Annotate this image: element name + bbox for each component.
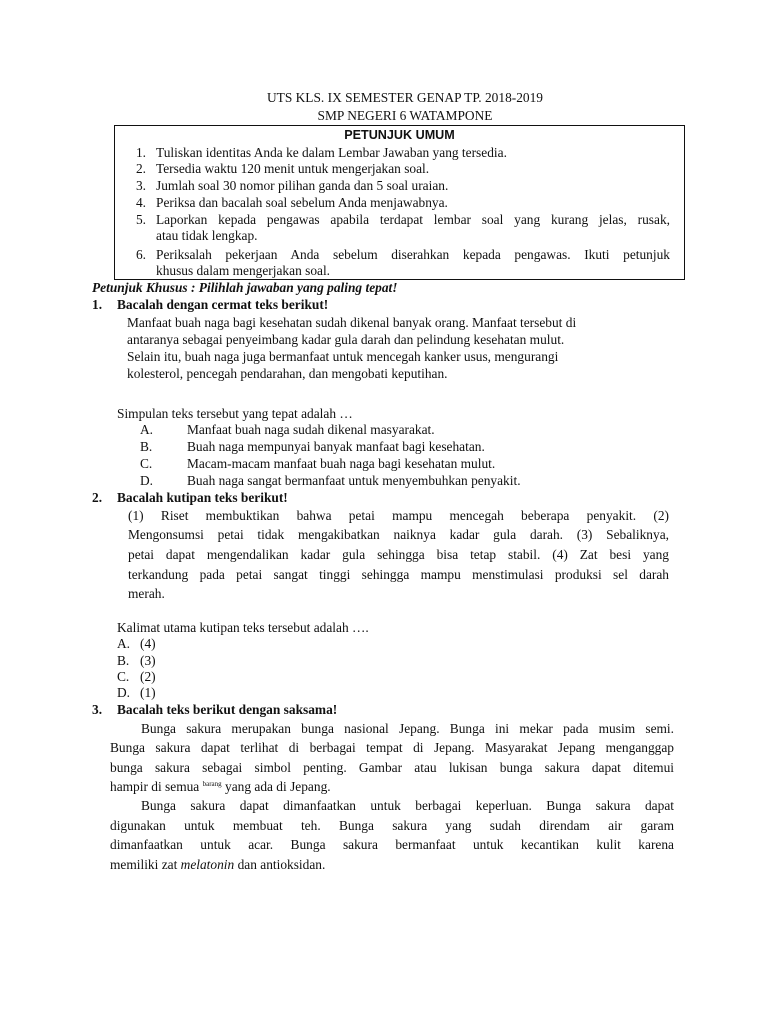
instruction-text: Jumlah soal 30 nomor pilihan ganda dan 5 soal uraian. [156,178,449,193]
passage-line: (1) Riset membuktikan bahwa petai mampu mencegah beberapa penyakit. (2) [128,508,669,523]
general-instructions-title: PETUNJUK UMUM [344,128,455,142]
passage-line [110,857,325,873]
instruction-text: atau tidak lengkap. [156,228,258,243]
option-text: Buah naga sangat bermanfaat untuk menyembuhkan penyakit. [187,473,521,488]
passage-text: hampir di semua [110,779,203,794]
option-text: Manfaat buah naga sudah dikenal masyarakat. [187,422,435,437]
passage-text: memiliki zat [110,857,181,872]
passage-line: Bunga sakura dapat terlihat di berbagai tempat di Jepang. Masyarakat Jepang menganggap [110,740,674,755]
school-name: SMP NEGERI 6 WATAMPONE [317,108,493,123]
passage-text: yang ada di Jepang. [221,779,331,794]
passage-line: terkandung pada petai sangat tinggi sehingga mampu menstimulasi produksi sel darah [128,567,669,582]
passage-line [110,779,331,795]
option-letter: C. [117,669,130,684]
question-number: 2. [92,490,103,505]
option-letter: D. [140,473,154,488]
passage-line: antaranya sebagai penyeimbang kadar gula darah dan pelindung kesehatan mulut. [127,332,565,347]
question-heading: Bacalah kutipan teks berikut! [117,490,288,505]
question-heading: Bacalah teks berikut dengan saksama! [117,702,338,717]
instruction-number: 3. [135,178,146,193]
instruction-text: Tersedia waktu 120 menit untuk mengerjakan soal. [156,161,430,176]
special-instructions: Petunjuk Khusus : Pilihlah jawaban yang paling tepat! [92,280,398,295]
option-letter: A. [140,422,154,437]
question-number: 3. [92,702,103,717]
option-letter: C. [140,456,153,471]
passage-line: Mengonsumsi petai tidak mengakibatkan naiknya kadar gula darah. (3) Sebaliknya, [128,527,669,542]
option-text: (1) [140,685,156,700]
instruction-text: Laporkan kepada pengawas apabila terdapat lembar soal yang kurang jelas, rusak, [156,212,670,227]
passage-line: Bunga sakura dapat dimanfaatkan untuk berbagai keperluan. Bunga sakura dapat [141,798,674,813]
instruction-text: Periksalah pekerjaan Anda sebelum diserahkan kepada pengawas. Ikuti petunjuk [156,247,670,262]
instruction-number: 1. [135,145,146,160]
passage-line: Bunga sakura merupakan bunga nasional Jepang. Bunga ini mekar pada musim semi. [141,721,674,736]
instruction-number: 4. [135,195,146,210]
option-letter: D. [117,685,131,700]
instruction-text: khusus dalam mengerjakan soal. [156,263,331,278]
question-heading: Bacalah dengan cermat teks berikut! [117,297,329,312]
instruction-text: Periksa dan bacalah soal sebelum Anda menjawabnya. [156,195,448,210]
question-number: 1. [92,297,103,312]
instruction-text: Tuliskan identitas Anda ke dalam Lembar Jawaban yang tersedia. [156,145,507,160]
passage-line: bunga sakura sebagai simbol penting. Gambar atau lukisan bunga sakura dapat ditemui [110,760,674,775]
instruction-number: 6. [135,247,146,262]
option-text: Buah naga mempunyai banyak manfaat bagi kesehatan. [187,439,485,454]
passage-line: petai dapat mengendalikan kadar gula sehingga bisa tetap stabil. (4) Zat besi yang [128,547,669,562]
option-text: (4) [140,636,156,651]
instruction-number: 5. [135,212,146,227]
instruction-number: 2. [135,161,146,176]
passage-line: dimanfaatkan untuk acar. Bunga sakura bermanfaat untuk kecantikan kulit karena [110,837,674,852]
option-letter: A. [117,636,131,651]
question-text: Simpulan teks tersebut yang tepat adalah … [117,406,353,421]
passage-line: digunakan untuk membuat teh. Bunga sakura yang sudah direndam air garam [110,818,674,833]
option-text: (3) [140,653,156,668]
exam-title: UTS KLS. IX SEMESTER GENAP TP. 2018-2019 [266,90,544,105]
option-text: Macam-macam manfaat buah naga bagi kesehatan mulut. [187,456,496,471]
superscript-note: barang [202,780,222,788]
passage-line: Selain itu, buah naga juga bermanfaat untuk mencegah kanker usus, mengurangi [127,349,559,364]
option-letter: B. [140,439,153,454]
passage-line: Manfaat buah naga bagi kesehatan sudah dikenal banyak orang. Manfaat tersebut di [127,315,577,330]
passage-line: merah. [128,586,165,601]
passage-text: dan antioksidan. [234,857,326,872]
question-text: Kalimat utama kutipan teks tersebut adalah …. [117,620,369,635]
passage-italic-term: melatonin [180,857,235,872]
passage-line: kolesterol, pencegah pendarahan, dan mengobati keputihan. [127,366,448,381]
option-letter: B. [117,653,130,668]
option-text: (2) [140,669,156,684]
